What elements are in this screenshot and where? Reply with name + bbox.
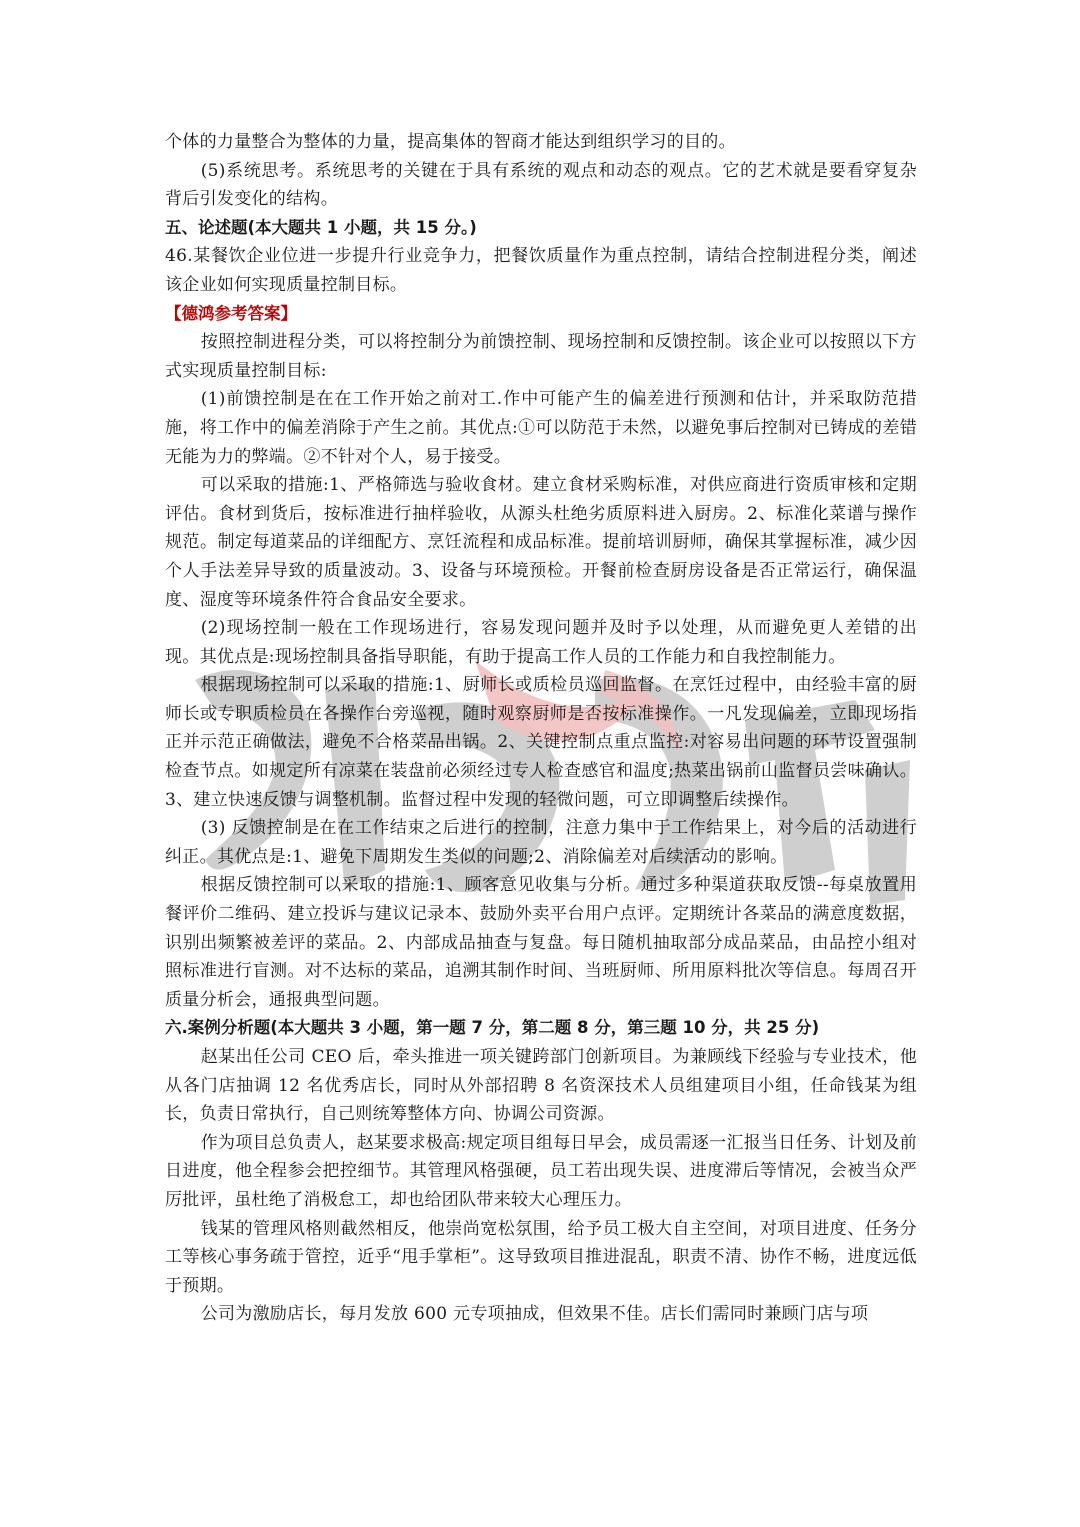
answer-paragraph: 根据反馈控制可以采取的措施:1、顾客意见收集与分析。通过多种渠道获取反馈--每桌放置用餐评价二维码、建立投诉与建议记录本、鼓励外卖平台用户点评。定期统计各菜品的满意度数据，识别出频繁被差评的菜品。2、内部成品抽查与复盘。每日随机抽取部分成品菜品，由品控小组对照标准进行盲测。对不达标的菜品，追溯其制作时间、当班厨师、所用原料批次等信息。每周召开质量分析会，通报典型问题。 — [165, 875, 917, 1010]
text-line: 个体的力量整合为整体的力量，提高集体的智商才能达到组织学习的目的。 — [165, 132, 736, 152]
section-5-heading: 五、论述题(本大题共 1 小题，共 15 分。) — [165, 217, 477, 237]
case-paragraph: 公司为激励店长，每月发放 600 元专项抽成，但效果不佳。店长们需同时兼顾门店与项 — [200, 1304, 869, 1325]
section-6-heading: 六.案例分析题(本大题共 3 小题，第一题 7 分，第二题 8 分，第三题 10 分，共 25 分) — [165, 1018, 820, 1038]
point-5-paragraph: (5)系统思考。系统思考的关键在于具有系统的观点和动态的观点。它的艺术就是要看穿复杂背后引发变化的结构。 — [165, 160, 917, 210]
case-paragraph: 钱某的管理风格则截然相反，他崇尚宽松氛围，给予员工极大自主空间，对项目进度、任务分工等核心事务疏于管控，近乎“甩手掌柜”。这导致项目推进混乱，职责不清、协作不畅，进度远低于预期。 — [165, 1218, 917, 1296]
case-paragraph: 作为项目总负责人，赵某要求极高:规定项目组每日早会，成员需逐一汇报当日任务、计划及前日进度，他全程参会把控细节。其管理风格强硬，员工若出现失误、进度滞后等情况，会被当众严厉批评，虽杜绝了消极怠工，却也给团队带来较大心理压力。 — [165, 1132, 917, 1210]
question-46: 46.某餐饮企业位进一步提升行业竞争力，把餐饮质量作为重点控制，请结合控制进程分类，阐述该企业如何实现质量控制目标。 — [165, 246, 917, 295]
answer-paragraph: 按照控制进程分类，可以将控制分为前馈控制、现场控制和反馈控制。该企业可以按照以下方式实现质量控制目标: — [165, 332, 917, 381]
answer-paragraph: (3) 反馈控制是在在工作结束之后进行的控制，注意力集中于工作结果上，对今后的活动进行纠正。其优点是:1、避免下周期发生类似的问题;2、消除偏差对后续活动的影响。 — [165, 818, 917, 867]
answer-paragraph: (2)现场控制一般在工作现场进行，容易发现问题并及时予以处理，从而避免更人差错的出现。其优点是:现场控制具备指导职能，有助于提高工作人员的工作能力和自我控制能力。 — [165, 618, 917, 667]
answer-tag: 【德鸿参考答案】 — [165, 303, 297, 323]
case-paragraph: 赵某出任公司 CEO 后，牵头推进一项关键跨部门创新项目。为兼顾线下经验与专业技术，他从各门店抽调 12 名优秀店长，同时从外部招聘 8 名资深技术人员组建项目小组，任命钱某为组长，负责日常执行，自己则统筹整体方向、协调公司资源。 — [165, 1047, 917, 1125]
answer-paragraph: 根据现场控制可以采取的措施:1、厨师长或质检员巡回监督。在烹饪过程中，由经验丰富的厨师长或专职质检员在各操作台旁巡视，随时观察厨师是否按标准操作。一凡发现偏差，立即现场指正并示范正确做法，避免不合格菜品出锅。2、关键控制点重点监控:对容易出问题的环节设置强制检查节点。如规定所有凉菜在装盘前必须经过专人检查感官和温度;热菜出锅前山监督员尝味确认。3、建立快速反馈与调整机制。监督过程中发现的轻微问题，可立即调整后续操作。 — [165, 675, 917, 810]
answer-paragraph: 可以采取的措施:1、严格筛选与验收食材。建立食材采购标准，对供应商进行资质审核和定期评估。食材到货后，按标准进行抽样验收，从源头杜绝劣质原料进入厨房。2、标准化菜谱与操作规范。制定每道菜品的详细配方、烹饪流程和成品标准。提前培训厨师，确保其掌握标准，减少因个人手法差异导致的质量波动。3、设备与环境预检。开餐前检查厨房设备是否正常运行，确保温度、湿度等环境条件符合食品安全要求。 — [165, 475, 917, 610]
answer-paragraph: (1)前馈控制是在在工作开始之前对工.作中可能产生的偏差进行预测和估计，并采取防范措施，将工作中的偏差消除于产生之前。其优点:①可以防范于未然，以避免事后控制对已铸成的差错无能为力的弊端。②不针对个人，易于接受。 — [165, 389, 917, 467]
document-page — [165, 128, 917, 1329]
